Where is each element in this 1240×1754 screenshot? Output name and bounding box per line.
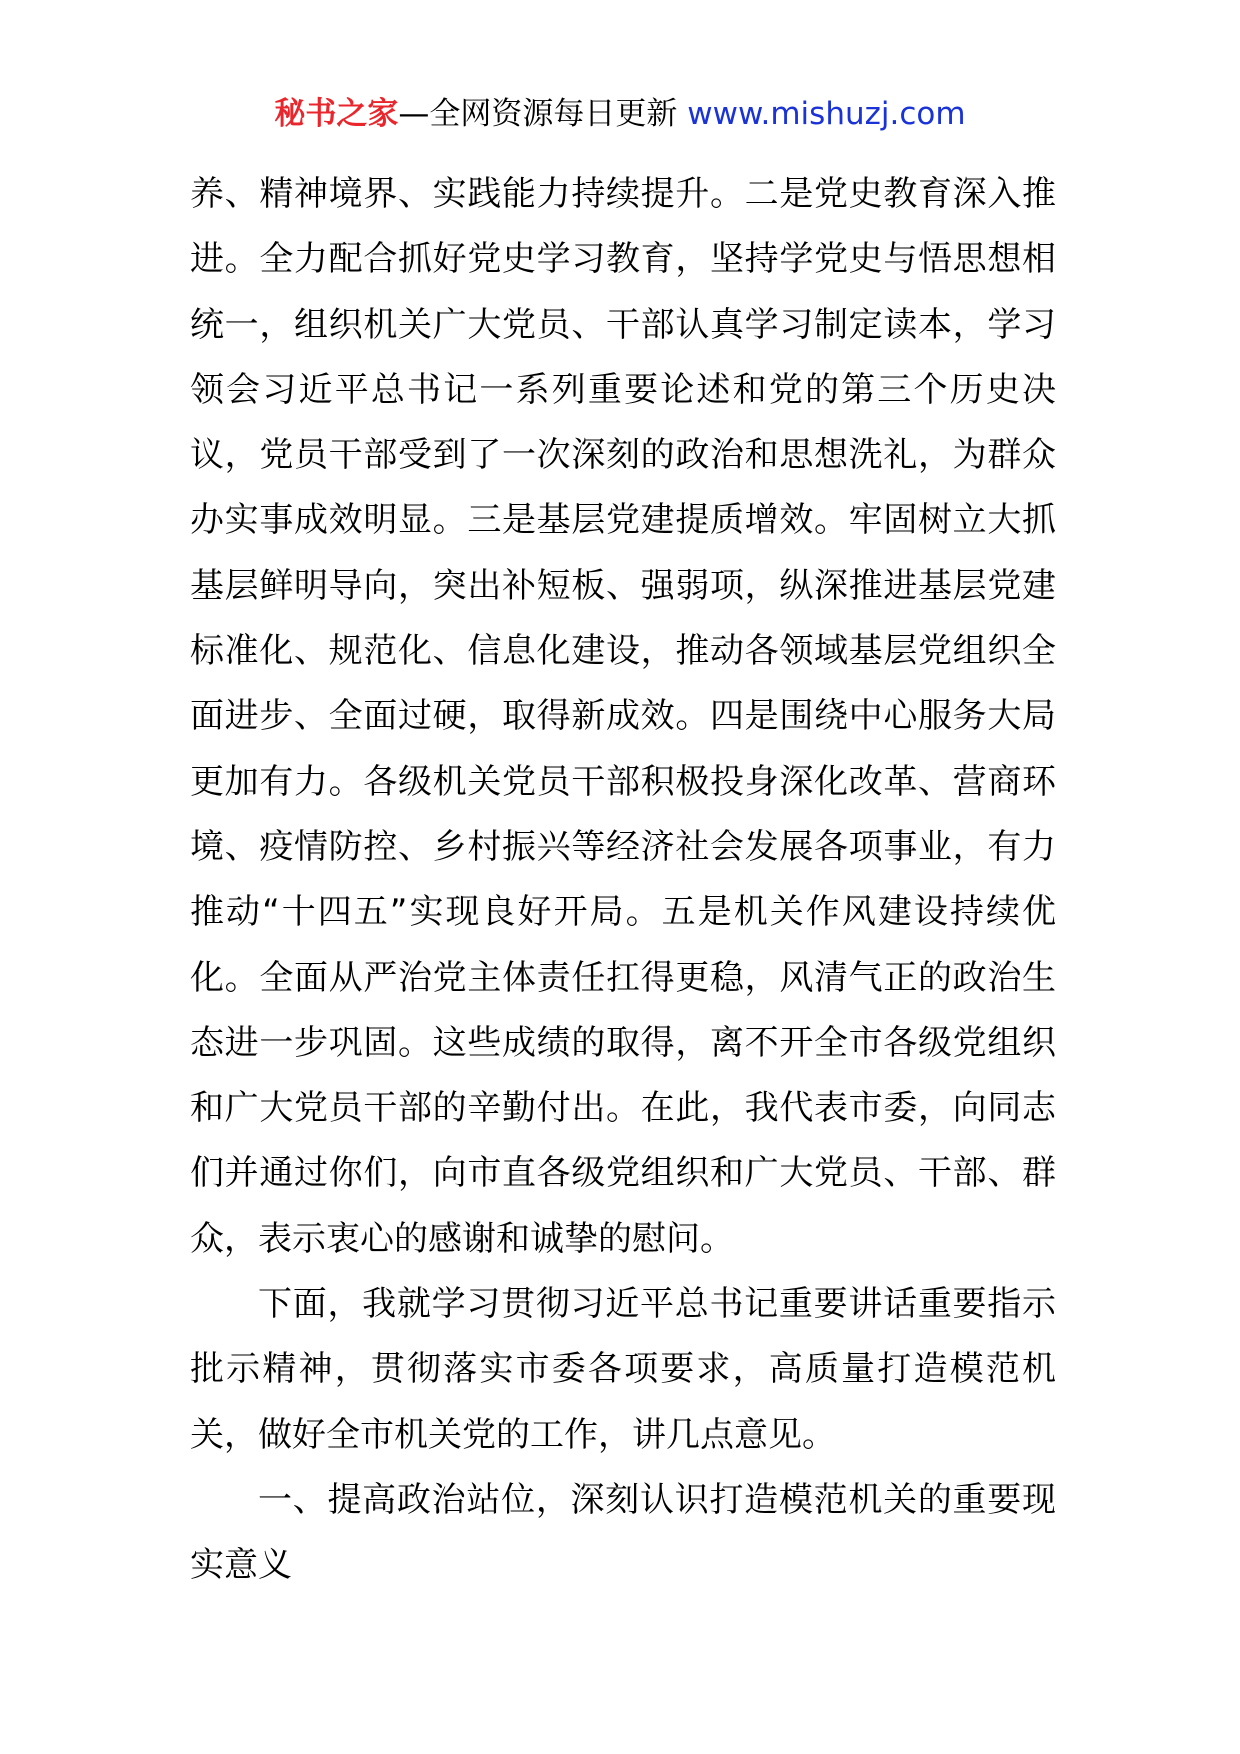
site-header [0, 94, 1240, 134]
section-heading: 一、提高政治站位，深刻认识打造模范机关的重要现实意义 [190, 1479, 1056, 1586]
body-paragraph-continued: 养、精神境界、实践能力持续提升。二是党史教育深入推进。全力配合抓好党史学习教育，坚持学党史与悟思想相统一，组织机关广大党员、干部认真学习制定读本，学习领会习近平总书记一系列重要论述和党的第三个历史决议，党员干部受到了一次深刻的政治和思想洗礼，为群众办实事成效明显。三是基层党建提质增效。牢固树立大抓基层鲜明导向，突出补短板、强弱项，纵深推进基层党建标准化、规范化、信息化建设，推动各领域基层党组织全面进步、全面过硬，取得新成效。四是围绕中心服务大局更加有力。各级机关党员干部积极投身深化改革、营商环境、疫情防控、乡村振兴等经济社会发展各项事业，有力推动“十四五”实现良好开局。五是机关作风建设持续优化。全面从严治党主体责任扛得更稳，风清气正的政治生态进一步巩固。这些成绩的取得，离不开全市各级党组织和广大党员干部的辛勤付出。在此，我代表市委，向同志们并通过你们，向市直各级党组织和广大党员、干部、群众，表示衷心的感谢和诚挚的慰问。 [190, 174, 1056, 1259]
document-body [190, 162, 1056, 1599]
site-url-link[interactable]: www.mishuzj.com [687, 96, 966, 132]
site-tagline: —全网资源每日更新 [398, 96, 688, 132]
body-paragraph-intro: 下面，我就学习贯彻习近平总书记重要讲话重要指示批示精神，贯彻落实市委各项要求，高质量打造模范机关，做好全市机关党的工作，讲几点意见。 [190, 1284, 1056, 1455]
site-brand: 秘书之家 [274, 96, 399, 132]
